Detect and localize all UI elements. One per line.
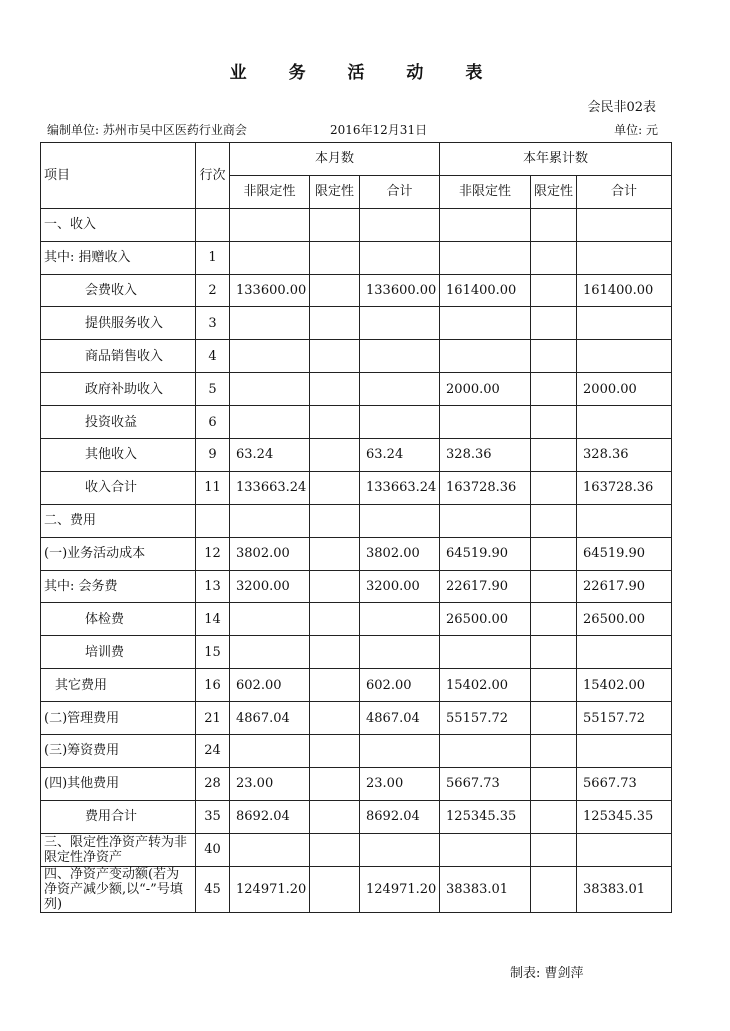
header-item: 项目 (41, 143, 196, 209)
cell-month-restricted (310, 241, 360, 274)
table-row (41, 274, 672, 307)
activity-report-table (40, 142, 672, 913)
cell-month-total: 602.00 (360, 669, 440, 702)
cell-item: 其中: 会务费 (41, 570, 196, 603)
cell-month-restricted (310, 274, 360, 307)
cell-month-total (360, 636, 440, 669)
cell-year-total: 64519.90 (577, 537, 672, 570)
table-row (41, 537, 672, 570)
cell-row-no: 5 (196, 373, 230, 406)
cell-month-total (360, 208, 440, 241)
cell-year-unrestricted: 22617.90 (440, 570, 531, 603)
cell-month-restricted (310, 669, 360, 702)
cell-row-no: 3 (196, 307, 230, 340)
table-row (41, 406, 672, 439)
cell-item: 费用合计 (41, 800, 196, 833)
cell-item: (二)管理费用 (41, 702, 196, 735)
cell-row-no: 9 (196, 439, 230, 472)
cell-year-restricted (531, 669, 577, 702)
cell-month-restricted (310, 504, 360, 537)
cell-year-unrestricted: 26500.00 (440, 603, 531, 636)
cell-month-total: 3802.00 (360, 537, 440, 570)
cell-year-unrestricted: 125345.35 (440, 800, 531, 833)
cell-year-restricted (531, 833, 577, 866)
cell-month-restricted (310, 340, 360, 373)
cell-year-total (577, 504, 672, 537)
cell-row-no: 1 (196, 241, 230, 274)
cell-year-restricted (531, 537, 577, 570)
cell-row-no (196, 208, 230, 241)
cell-year-restricted (531, 800, 577, 833)
cell-year-unrestricted: 38383.01 (440, 866, 531, 912)
cell-month-total: 133600.00 (360, 274, 440, 307)
cell-row-no: 12 (196, 537, 230, 570)
cell-item: (四)其他费用 (41, 767, 196, 800)
table-row (41, 866, 672, 912)
cell-year-unrestricted: 64519.90 (440, 537, 531, 570)
cell-year-restricted (531, 340, 577, 373)
cell-item: 其他收入 (41, 439, 196, 472)
cell-row-no: 24 (196, 735, 230, 768)
cell-item: 体检费 (41, 603, 196, 636)
cell-item: 四、净资产变动额(若为净资产减少额,以“-”号填列) (41, 866, 196, 912)
cell-year-unrestricted: 163728.36 (440, 471, 531, 504)
cell-month-restricted (310, 439, 360, 472)
cell-month-restricted (310, 406, 360, 439)
cell-year-restricted (531, 439, 577, 472)
cell-month-total: 63.24 (360, 439, 440, 472)
cell-month-total: 4867.04 (360, 702, 440, 735)
header-month-total: 合计 (360, 175, 440, 208)
cell-month-unrestricted: 133663.24 (230, 471, 310, 504)
cell-month-total (360, 406, 440, 439)
table-row (41, 702, 672, 735)
cell-year-unrestricted: 328.36 (440, 439, 531, 472)
cell-item: 政府补助收入 (41, 373, 196, 406)
cell-month-restricted (310, 208, 360, 241)
cell-month-restricted (310, 471, 360, 504)
table-row (41, 800, 672, 833)
cell-year-total (577, 340, 672, 373)
table-row (41, 570, 672, 603)
table-row (41, 603, 672, 636)
cell-year-total: 161400.00 (577, 274, 672, 307)
cell-item: 二、费用 (41, 504, 196, 537)
cell-year-total: 26500.00 (577, 603, 672, 636)
currency-unit: 单位: 元 (614, 123, 658, 137)
header-year-unrestricted: 非限定性 (440, 175, 531, 208)
cell-month-unrestricted (230, 504, 310, 537)
cell-month-total (360, 735, 440, 768)
table-row (41, 833, 672, 866)
report-date: 2016年12月31日 (330, 123, 428, 137)
cell-month-unrestricted (230, 208, 310, 241)
cell-month-unrestricted: 602.00 (230, 669, 310, 702)
cell-month-total (360, 373, 440, 406)
table-row (41, 208, 672, 241)
header-month: 本月数 (230, 143, 440, 176)
cell-month-restricted (310, 767, 360, 800)
cell-year-unrestricted (440, 735, 531, 768)
table-row (41, 669, 672, 702)
cell-month-unrestricted: 3200.00 (230, 570, 310, 603)
table-row (41, 340, 672, 373)
cell-year-restricted (531, 241, 577, 274)
cell-month-unrestricted (230, 636, 310, 669)
cell-month-unrestricted (230, 406, 310, 439)
cell-month-total (360, 603, 440, 636)
cell-month-restricted (310, 373, 360, 406)
cell-year-unrestricted (440, 307, 531, 340)
org-name: 编制单位: 苏州市吴中区医药行业商会 (47, 123, 247, 137)
cell-month-restricted (310, 570, 360, 603)
cell-year-unrestricted: 15402.00 (440, 669, 531, 702)
cell-month-total (360, 340, 440, 373)
cell-year-restricted (531, 570, 577, 603)
header-row-no: 行次 (196, 143, 230, 209)
cell-year-restricted (531, 471, 577, 504)
cell-month-restricted (310, 833, 360, 866)
table-row (41, 439, 672, 472)
cell-year-unrestricted (440, 636, 531, 669)
cell-year-restricted (531, 373, 577, 406)
cell-year-total (577, 307, 672, 340)
cell-item: 三、限定性净资产转为非限定性净资产 (41, 833, 196, 866)
cell-year-total: 328.36 (577, 439, 672, 472)
cell-year-unrestricted (440, 504, 531, 537)
cell-month-unrestricted (230, 833, 310, 866)
table-row (41, 471, 672, 504)
cell-month-restricted (310, 866, 360, 912)
cell-month-unrestricted: 8692.04 (230, 800, 310, 833)
header-year: 本年累计数 (440, 143, 672, 176)
cell-month-unrestricted (230, 603, 310, 636)
cell-year-restricted (531, 636, 577, 669)
cell-month-unrestricted (230, 241, 310, 274)
cell-year-restricted (531, 274, 577, 307)
cell-month-total (360, 833, 440, 866)
cell-year-restricted (531, 603, 577, 636)
cell-month-unrestricted (230, 373, 310, 406)
cell-month-total: 23.00 (360, 767, 440, 800)
table-row (41, 373, 672, 406)
cell-month-unrestricted (230, 340, 310, 373)
cell-year-restricted (531, 307, 577, 340)
cell-row-no (196, 504, 230, 537)
cell-item: (三)筹资费用 (41, 735, 196, 768)
cell-year-total: 55157.72 (577, 702, 672, 735)
cell-month-restricted (310, 702, 360, 735)
cell-item: 一、收入 (41, 208, 196, 241)
cell-month-total: 124971.20 (360, 866, 440, 912)
cell-year-unrestricted (440, 833, 531, 866)
cell-year-unrestricted: 161400.00 (440, 274, 531, 307)
cell-row-no: 21 (196, 702, 230, 735)
cell-year-total: 5667.73 (577, 767, 672, 800)
cell-item: 会费收入 (41, 274, 196, 307)
cell-month-unrestricted (230, 735, 310, 768)
cell-row-no: 45 (196, 866, 230, 912)
cell-row-no: 15 (196, 636, 230, 669)
cell-month-restricted (310, 800, 360, 833)
cell-year-restricted (531, 702, 577, 735)
cell-month-restricted (310, 735, 360, 768)
form-number: 会民非02表 (587, 100, 656, 115)
cell-year-unrestricted (440, 340, 531, 373)
cell-year-total: 15402.00 (577, 669, 672, 702)
cell-month-unrestricted (230, 307, 310, 340)
cell-month-total: 133663.24 (360, 471, 440, 504)
table-row (41, 241, 672, 274)
cell-row-no: 2 (196, 274, 230, 307)
cell-item: 其它费用 (41, 669, 196, 702)
header-year-total: 合计 (577, 175, 672, 208)
header-month-unrestricted: 非限定性 (230, 175, 310, 208)
cell-month-total: 3200.00 (360, 570, 440, 603)
cell-item: 投资收益 (41, 406, 196, 439)
cell-month-restricted (310, 307, 360, 340)
cell-year-total (577, 833, 672, 866)
cell-year-unrestricted (440, 208, 531, 241)
cell-year-restricted (531, 866, 577, 912)
cell-year-unrestricted: 5667.73 (440, 767, 531, 800)
cell-year-unrestricted (440, 406, 531, 439)
cell-year-unrestricted: 55157.72 (440, 702, 531, 735)
cell-row-no: 35 (196, 800, 230, 833)
cell-item: 提供服务收入 (41, 307, 196, 340)
cell-row-no: 4 (196, 340, 230, 373)
prepared-by: 制表: 曹剑萍 (510, 966, 584, 981)
header-year-restricted: 限定性 (531, 175, 577, 208)
cell-month-total: 8692.04 (360, 800, 440, 833)
cell-month-total (360, 504, 440, 537)
cell-year-total: 22617.90 (577, 570, 672, 603)
cell-year-restricted (531, 406, 577, 439)
cell-row-no: 14 (196, 603, 230, 636)
cell-month-unrestricted: 133600.00 (230, 274, 310, 307)
cell-year-total: 125345.35 (577, 800, 672, 833)
cell-month-restricted (310, 636, 360, 669)
cell-row-no: 13 (196, 570, 230, 603)
cell-year-restricted (531, 504, 577, 537)
cell-year-total (577, 406, 672, 439)
header-month-restricted: 限定性 (310, 175, 360, 208)
cell-row-no: 40 (196, 833, 230, 866)
cell-row-no: 6 (196, 406, 230, 439)
report-body (41, 208, 672, 912)
cell-month-unrestricted: 3802.00 (230, 537, 310, 570)
cell-year-total (577, 735, 672, 768)
cell-year-total (577, 208, 672, 241)
cell-year-total: 38383.01 (577, 866, 672, 912)
cell-item: (一)业务活动成本 (41, 537, 196, 570)
cell-month-total (360, 307, 440, 340)
cell-year-total: 2000.00 (577, 373, 672, 406)
cell-row-no: 11 (196, 471, 230, 504)
cell-item: 商品销售收入 (41, 340, 196, 373)
cell-month-unrestricted: 124971.20 (230, 866, 310, 912)
cell-month-total (360, 241, 440, 274)
cell-item: 其中: 捐赠收入 (41, 241, 196, 274)
cell-year-total (577, 241, 672, 274)
cell-year-unrestricted (440, 241, 531, 274)
cell-month-restricted (310, 603, 360, 636)
cell-month-unrestricted: 4867.04 (230, 702, 310, 735)
cell-month-unrestricted: 63.24 (230, 439, 310, 472)
cell-year-restricted (531, 208, 577, 241)
cell-month-restricted (310, 537, 360, 570)
cell-year-unrestricted: 2000.00 (440, 373, 531, 406)
cell-row-no: 16 (196, 669, 230, 702)
cell-year-restricted (531, 767, 577, 800)
cell-year-total: 163728.36 (577, 471, 672, 504)
table-row (41, 307, 672, 340)
table-row (41, 636, 672, 669)
table-row (41, 504, 672, 537)
cell-item: 收入合计 (41, 471, 196, 504)
table-row (41, 735, 672, 768)
cell-year-restricted (531, 735, 577, 768)
cell-month-unrestricted: 23.00 (230, 767, 310, 800)
cell-item: 培训费 (41, 636, 196, 669)
table-row (41, 767, 672, 800)
cell-row-no: 28 (196, 767, 230, 800)
page-title: 业 务 活 动 表 (229, 63, 501, 83)
cell-year-total (577, 636, 672, 669)
